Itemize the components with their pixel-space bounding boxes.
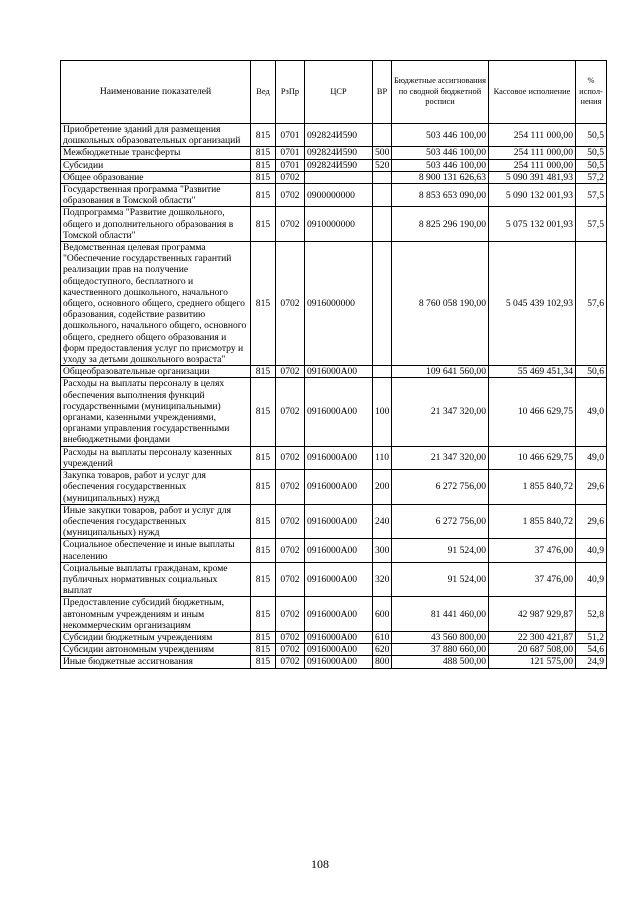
- cell-name: Расходы на выплаты персоналу казенных учреждений: [61, 446, 251, 469]
- cell-assigned: 488 500,00: [392, 656, 489, 668]
- page-number: 108: [311, 857, 329, 871]
- header-percent: % испол-нения: [576, 61, 607, 124]
- cell-executed: 10 466 629,75: [489, 446, 576, 469]
- cell-name: Расходы на выплаты персоналу в целях обеспечения выполнения функций государственными (муниципальными) органами, казенными учреждениями, органами управления государственными внебюджетными фондами: [61, 378, 251, 446]
- table-row: [61, 644, 607, 656]
- cell-executed: 37 476,00: [489, 562, 576, 597]
- table-row: [61, 171, 607, 183]
- cell-rzpr: 0702: [276, 378, 305, 446]
- cell-vr: 620: [373, 644, 392, 656]
- cell-csr: 092824И590: [305, 124, 373, 147]
- cell-ved: 815: [251, 631, 276, 643]
- table-row: [61, 539, 607, 562]
- cell-ved: 815: [251, 242, 276, 366]
- cell-percent: 57,6: [576, 242, 607, 366]
- cell-assigned: 503 446 100,00: [392, 124, 489, 147]
- cell-rzpr: 0702: [276, 184, 305, 207]
- header-rzpr: РзПр: [276, 61, 305, 124]
- cell-rzpr: 0702: [276, 656, 305, 668]
- cell-rzpr: 0702: [276, 470, 305, 505]
- cell-assigned: 91 524,00: [392, 562, 489, 597]
- cell-ved: 815: [251, 539, 276, 562]
- cell-ved: 815: [251, 656, 276, 668]
- cell-rzpr: 0701: [276, 147, 305, 159]
- cell-percent: 49,0: [576, 446, 607, 469]
- cell-vr: 800: [373, 656, 392, 668]
- cell-assigned: 21 347 320,00: [392, 378, 489, 446]
- cell-assigned: 91 524,00: [392, 539, 489, 562]
- cell-rzpr: 0702: [276, 539, 305, 562]
- cell-executed: 55 469 451,34: [489, 366, 576, 378]
- cell-executed: 254 111 000,00: [489, 147, 576, 159]
- header-vr: ВР: [373, 61, 392, 124]
- header-assigned: Бюджетные ассигнования по сводной бюджетной росписи: [392, 61, 489, 124]
- cell-vr: 100: [373, 378, 392, 446]
- cell-csr: 0916000А00: [305, 378, 373, 446]
- cell-percent: 49,0: [576, 378, 607, 446]
- table-row: [61, 378, 607, 446]
- cell-ved: 815: [251, 597, 276, 632]
- cell-assigned: 503 446 100,00: [392, 159, 489, 171]
- cell-rzpr: 0702: [276, 504, 305, 539]
- cell-rzpr: 0702: [276, 446, 305, 469]
- cell-vr: 320: [373, 562, 392, 597]
- cell-percent: 50,5: [576, 124, 607, 147]
- table-row: [61, 147, 607, 159]
- cell-csr: 0910000000: [305, 207, 373, 242]
- table-row: [61, 124, 607, 147]
- cell-name: Общеобразовательные организации: [61, 366, 251, 378]
- cell-executed: 10 466 629,75: [489, 378, 576, 446]
- cell-percent: 50,5: [576, 159, 607, 171]
- cell-csr: 0900000000: [305, 184, 373, 207]
- cell-rzpr: 0702: [276, 562, 305, 597]
- cell-csr: 0916000А00: [305, 562, 373, 597]
- cell-csr: 0916000000: [305, 242, 373, 366]
- cell-ved: 815: [251, 159, 276, 171]
- cell-executed: 5 045 439 102,93: [489, 242, 576, 366]
- cell-ved: 815: [251, 207, 276, 242]
- cell-assigned: 109 641 560,00: [392, 366, 489, 378]
- table-row: [61, 470, 607, 505]
- cell-rzpr: 0702: [276, 207, 305, 242]
- table-row: [61, 446, 607, 469]
- budget-execution-table: [60, 60, 607, 669]
- cell-assigned: 6 272 756,00: [392, 470, 489, 505]
- header-name: Наименование показателей: [61, 61, 251, 124]
- cell-rzpr: 0701: [276, 159, 305, 171]
- cell-percent: 52,8: [576, 597, 607, 632]
- cell-ved: 815: [251, 366, 276, 378]
- cell-executed: 121 575,00: [489, 656, 576, 668]
- cell-name: Подпрограмма "Развитие дошкольного, общего и дополнительного образования в Томской области": [61, 207, 251, 242]
- cell-executed: 5 090 391 481,93: [489, 171, 576, 183]
- table-body: [61, 124, 607, 669]
- cell-vr: [373, 242, 392, 366]
- cell-percent: 29,6: [576, 504, 607, 539]
- cell-vr: [373, 184, 392, 207]
- cell-vr: 200: [373, 470, 392, 505]
- header-ved: Вед: [251, 61, 276, 124]
- cell-assigned: 8 900 131 626,63: [392, 171, 489, 183]
- cell-name: Закупка товаров, работ и услуг для обеспечения государственных (муниципальных) нужд: [61, 470, 251, 505]
- cell-executed: 1 855 840,72: [489, 504, 576, 539]
- cell-assigned: 8 853 653 090,00: [392, 184, 489, 207]
- cell-assigned: 81 441 460,00: [392, 597, 489, 632]
- cell-assigned: 6 272 756,00: [392, 504, 489, 539]
- cell-rzpr: 0702: [276, 242, 305, 366]
- cell-ved: 815: [251, 124, 276, 147]
- cell-name: Межбюджетные трансферты: [61, 147, 251, 159]
- cell-name: Субсидии: [61, 159, 251, 171]
- cell-vr: 610: [373, 631, 392, 643]
- cell-csr: 0916000А00: [305, 631, 373, 643]
- cell-ved: 815: [251, 446, 276, 469]
- cell-percent: 57,2: [576, 171, 607, 183]
- table-row: [61, 631, 607, 643]
- table-row: [61, 366, 607, 378]
- table-row: [61, 242, 607, 366]
- cell-executed: 5 075 132 001,93: [489, 207, 576, 242]
- cell-executed: 42 987 929,87: [489, 597, 576, 632]
- table-row: [61, 597, 607, 632]
- cell-name: Иные закупки товаров, работ и услуг для обеспечения государственных (муниципальных) нужд: [61, 504, 251, 539]
- cell-percent: 50,6: [576, 366, 607, 378]
- cell-percent: 29,6: [576, 470, 607, 505]
- cell-percent: 57,5: [576, 207, 607, 242]
- header-executed: Кассовое исполнение: [489, 61, 576, 124]
- cell-csr: 092824И590: [305, 159, 373, 171]
- cell-executed: 254 111 000,00: [489, 124, 576, 147]
- cell-ved: 815: [251, 504, 276, 539]
- cell-name: Предоставление субсидий бюджетным, автономным учреждениям и иным некоммерческим организациям: [61, 597, 251, 632]
- cell-vr: 110: [373, 446, 392, 469]
- cell-name: Общее образование: [61, 171, 251, 183]
- cell-name: Приобретение зданий для размещения дошкольных образовательных организаций: [61, 124, 251, 147]
- cell-percent: 51,2: [576, 631, 607, 643]
- cell-rzpr: 0702: [276, 631, 305, 643]
- cell-executed: 22 300 421,87: [489, 631, 576, 643]
- cell-csr: 0916000А00: [305, 446, 373, 469]
- cell-executed: 1 855 840,72: [489, 470, 576, 505]
- cell-assigned: 43 560 800,00: [392, 631, 489, 643]
- table-row: [61, 656, 607, 668]
- cell-percent: 40,9: [576, 539, 607, 562]
- cell-rzpr: 0702: [276, 366, 305, 378]
- cell-vr: [373, 171, 392, 183]
- cell-ved: 815: [251, 562, 276, 597]
- cell-percent: 40,9: [576, 562, 607, 597]
- cell-executed: 5 090 132 001,93: [489, 184, 576, 207]
- cell-csr: 0916000А00: [305, 644, 373, 656]
- cell-name: Субсидии бюджетным учреждениям: [61, 631, 251, 643]
- cell-name: Социальные выплаты гражданам, кроме публичных нормативных социальных выплат: [61, 562, 251, 597]
- cell-rzpr: 0701: [276, 124, 305, 147]
- cell-csr: 0916000А00: [305, 366, 373, 378]
- cell-executed: 20 687 508,00: [489, 644, 576, 656]
- cell-csr: 0916000А00: [305, 539, 373, 562]
- cell-ved: 815: [251, 171, 276, 183]
- cell-csr: 0916000А00: [305, 504, 373, 539]
- cell-csr: 0916000А00: [305, 656, 373, 668]
- cell-assigned: 21 347 320,00: [392, 446, 489, 469]
- table-row: [61, 504, 607, 539]
- cell-csr: 092824И590: [305, 147, 373, 159]
- cell-csr: 0916000А00: [305, 597, 373, 632]
- table-row: [61, 562, 607, 597]
- cell-assigned: 8 825 296 190,00: [392, 207, 489, 242]
- cell-assigned: 8 760 058 190,00: [392, 242, 489, 366]
- cell-ved: 815: [251, 147, 276, 159]
- cell-csr: 0916000А00: [305, 470, 373, 505]
- cell-assigned: 37 880 660,00: [392, 644, 489, 656]
- cell-vr: [373, 366, 392, 378]
- cell-rzpr: 0702: [276, 597, 305, 632]
- cell-percent: 54,6: [576, 644, 607, 656]
- table-row: [61, 184, 607, 207]
- cell-vr: 520: [373, 159, 392, 171]
- cell-vr: 600: [373, 597, 392, 632]
- cell-vr: [373, 207, 392, 242]
- cell-name: Субсидии автономным учреждениям: [61, 644, 251, 656]
- cell-ved: 815: [251, 470, 276, 505]
- cell-vr: 240: [373, 504, 392, 539]
- cell-rzpr: 0702: [276, 644, 305, 656]
- cell-ved: 815: [251, 644, 276, 656]
- cell-executed: 37 476,00: [489, 539, 576, 562]
- cell-percent: 57,5: [576, 184, 607, 207]
- cell-vr: [373, 124, 392, 147]
- cell-ved: 815: [251, 184, 276, 207]
- cell-name: Социальное обеспечение и иные выплаты населению: [61, 539, 251, 562]
- table-row: [61, 207, 607, 242]
- cell-name: Ведомственная целевая программа "Обеспечение государственных гарантий реализации прав на получение общедоступного, бесплатного и качественного дошкольного, начального общего, основного общего, среднего общего образования, содействие развитию дошкольного, начального общего, основного общего, среднего общего образования и форм предоставления услуг по присмотру и уходу за детьми дошкольного возраста": [61, 242, 251, 366]
- header-csr: ЦСР: [305, 61, 373, 124]
- cell-name: Государственная программа "Развитие образования в Томской области": [61, 184, 251, 207]
- cell-vr: 300: [373, 539, 392, 562]
- table-row: [61, 159, 607, 171]
- cell-vr: 500: [373, 147, 392, 159]
- cell-ved: 815: [251, 378, 276, 446]
- cell-percent: 24,9: [576, 656, 607, 668]
- cell-csr: [305, 171, 373, 183]
- cell-name: Иные бюджетные ассигнования: [61, 656, 251, 668]
- cell-assigned: 503 446 100,00: [392, 147, 489, 159]
- cell-percent: 50,5: [576, 147, 607, 159]
- header-row: [61, 61, 607, 124]
- cell-executed: 254 111 000,00: [489, 159, 576, 171]
- cell-rzpr: 0702: [276, 171, 305, 183]
